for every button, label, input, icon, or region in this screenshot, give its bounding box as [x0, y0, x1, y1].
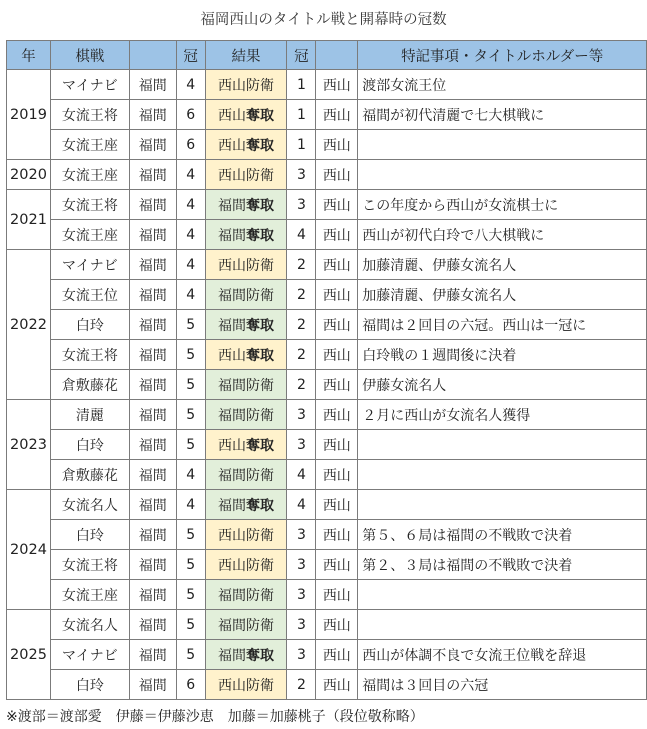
result-cell: [205, 310, 287, 340]
player2-cell: 西山: [316, 550, 358, 580]
header-player1: [129, 41, 176, 70]
player2-cell: 西山: [316, 370, 358, 400]
kisen-cell: 女流王位: [50, 280, 129, 310]
player1-cell: 福間: [129, 610, 176, 640]
result-player: 西山: [218, 557, 247, 574]
titles-before-cell: 5: [176, 580, 205, 610]
player1-cell: 福間: [129, 370, 176, 400]
notes-cell: 白玲戦の１週間後に決着: [358, 340, 647, 370]
result-cell: [205, 280, 287, 310]
table-row: [7, 130, 647, 160]
notes-cell: [358, 130, 647, 160]
result-action: 防衛: [246, 677, 275, 694]
notes-cell: この年度から西山が女流棋士に: [358, 190, 647, 220]
result-cell: [205, 250, 287, 280]
result-cell: [205, 220, 287, 250]
notes-cell: 第５、６局は福間の不戦敗で決着: [358, 520, 647, 550]
notes-cell: 西山が体調不良で女流王位戦を辞退: [358, 640, 647, 670]
kisen-cell: 女流王座: [50, 220, 129, 250]
player2-cell: 西山: [316, 130, 358, 160]
header-result: 結果: [205, 41, 287, 70]
titles-before-cell: 5: [176, 640, 205, 670]
result-cell: [205, 460, 287, 490]
result-action: 防衛: [246, 377, 275, 394]
result-player: 西山: [218, 677, 247, 694]
notes-cell: [358, 580, 647, 610]
table-row: [7, 640, 647, 670]
year-cell: 2019: [7, 70, 51, 160]
result-action: 奪取: [246, 347, 275, 364]
notes-cell: 加藤清麗、伊藤女流名人: [358, 250, 647, 280]
result-action: 防衛: [246, 257, 275, 274]
kisen-cell: 女流名人: [50, 610, 129, 640]
kisen-cell: 女流王座: [50, 580, 129, 610]
result-cell: [205, 640, 287, 670]
result-action: 奪取: [246, 227, 275, 244]
result-action: 防衛: [246, 77, 275, 94]
result-player: 福間: [218, 407, 247, 424]
result-action: 防衛: [246, 557, 275, 574]
player1-cell: 福間: [129, 70, 176, 100]
result-player: 福間: [218, 227, 247, 244]
year-cell: 2023: [7, 400, 51, 490]
kisen-cell: 女流名人: [50, 490, 129, 520]
header-year: 年: [7, 41, 51, 70]
player1-cell: 福間: [129, 190, 176, 220]
result-cell: [205, 400, 287, 430]
table-row: [7, 580, 647, 610]
header-kisen: 棋戦: [50, 41, 129, 70]
titles-after-cell: 3: [287, 640, 316, 670]
notes-cell: [358, 610, 647, 640]
header-row: [7, 41, 647, 70]
header-player2: [316, 41, 358, 70]
player2-cell: 西山: [316, 520, 358, 550]
result-cell: [205, 490, 287, 520]
table-row: [7, 370, 647, 400]
player2-cell: 西山: [316, 460, 358, 490]
table-row: [7, 250, 647, 280]
notes-cell: 福間が初代清麗で七大棋戦に: [358, 100, 647, 130]
result-cell: [205, 580, 287, 610]
titles-before-cell: 4: [176, 250, 205, 280]
result-action: 防衛: [246, 617, 275, 634]
titles-after-cell: 2: [287, 370, 316, 400]
result-action: 奪取: [246, 197, 275, 214]
result-player: 西山: [218, 137, 247, 154]
notes-cell: 西山が初代白玲で八大棋戦に: [358, 220, 647, 250]
player1-cell: 福間: [129, 310, 176, 340]
kisen-cell: 女流王将: [50, 190, 129, 220]
notes-cell: [358, 160, 647, 190]
titles-after-cell: 3: [287, 610, 316, 640]
player1-cell: 福間: [129, 640, 176, 670]
table-row: [7, 310, 647, 340]
result-action: 奪取: [246, 437, 275, 454]
kisen-cell: 白玲: [50, 670, 129, 700]
player1-cell: 福間: [129, 580, 176, 610]
kisen-cell: 女流王座: [50, 160, 129, 190]
player1-cell: 福間: [129, 130, 176, 160]
player1-cell: 福間: [129, 430, 176, 460]
result-cell: [205, 370, 287, 400]
notes-cell: 第２、３局は福間の不戦敗で決着: [358, 550, 647, 580]
result-player: 福間: [218, 617, 247, 634]
kisen-cell: 倉敷藤花: [50, 370, 129, 400]
notes-cell: 福間は３回目の六冠: [358, 670, 647, 700]
titles-after-cell: 4: [287, 220, 316, 250]
result-action: 奪取: [246, 317, 275, 334]
titles-after-cell: 1: [287, 70, 316, 100]
player2-cell: 西山: [316, 280, 358, 310]
result-cell: [205, 160, 287, 190]
player2-cell: 西山: [316, 160, 358, 190]
kisen-cell: 白玲: [50, 430, 129, 460]
result-action: 防衛: [246, 587, 275, 604]
titles-after-cell: 2: [287, 670, 316, 700]
result-player: 西山: [218, 167, 247, 184]
notes-cell: 福間は２回目の六冠。西山は一冠に: [358, 310, 647, 340]
table-row: [7, 100, 647, 130]
player2-cell: 西山: [316, 610, 358, 640]
kisen-cell: マイナビ: [50, 250, 129, 280]
result-cell: [205, 670, 287, 700]
player1-cell: 福間: [129, 100, 176, 130]
titles-after-cell: 2: [287, 280, 316, 310]
result-player: 西山: [218, 437, 247, 454]
result-cell: [205, 190, 287, 220]
year-cell: 2022: [7, 250, 51, 400]
titles-after-cell: 3: [287, 520, 316, 550]
player1-cell: 福間: [129, 340, 176, 370]
player2-cell: 西山: [316, 670, 358, 700]
player2-cell: 西山: [316, 250, 358, 280]
kisen-cell: 白玲: [50, 310, 129, 340]
player2-cell: 西山: [316, 430, 358, 460]
table-row: [7, 430, 647, 460]
result-action: 奪取: [246, 137, 275, 154]
result-action: 奪取: [246, 497, 275, 514]
titles-after-cell: 3: [287, 550, 316, 580]
result-player: 福間: [218, 497, 247, 514]
result-action: 奪取: [246, 107, 275, 124]
header-notes: 特記事項・タイトルホルダー等: [358, 41, 647, 70]
kisen-cell: 倉敷藤花: [50, 460, 129, 490]
player1-cell: 福間: [129, 460, 176, 490]
titles-before-cell: 4: [176, 220, 205, 250]
result-action: 防衛: [246, 287, 275, 304]
result-cell: [205, 610, 287, 640]
table-row: [7, 340, 647, 370]
titles-after-cell: 3: [287, 190, 316, 220]
titles-before-cell: 4: [176, 280, 205, 310]
notes-cell: 加藤清麗、伊藤女流名人: [358, 280, 647, 310]
result-player: 福間: [218, 317, 247, 334]
table-row: [7, 460, 647, 490]
player1-cell: 福間: [129, 280, 176, 310]
table-row: [7, 220, 647, 250]
titles-before-cell: 4: [176, 160, 205, 190]
titles-after-cell: 3: [287, 430, 316, 460]
table-row: [7, 550, 647, 580]
titles-after-cell: 3: [287, 160, 316, 190]
notes-cell: [358, 430, 647, 460]
result-action: 奪取: [246, 647, 275, 664]
player2-cell: 西山: [316, 340, 358, 370]
kisen-cell: 女流王座: [50, 130, 129, 160]
result-cell: [205, 340, 287, 370]
titles-after-cell: 2: [287, 250, 316, 280]
titles-after-cell: 3: [287, 400, 316, 430]
notes-cell: ２月に西山が女流名人獲得: [358, 400, 647, 430]
result-player: 福間: [218, 287, 247, 304]
titles-before-cell: 6: [176, 130, 205, 160]
notes-cell: [358, 490, 647, 520]
result-player: 西山: [218, 107, 247, 124]
table-title: 福岡西山のタイトル戦と開幕時の冠数: [200, 12, 447, 28]
year-cell: 2025: [7, 610, 51, 700]
player1-cell: 福間: [129, 400, 176, 430]
player2-cell: 西山: [316, 640, 358, 670]
player2-cell: 西山: [316, 490, 358, 520]
table-row: [7, 70, 647, 100]
titles-before-cell: 6: [176, 670, 205, 700]
titles-before-cell: 5: [176, 340, 205, 370]
player2-cell: 西山: [316, 100, 358, 130]
result-cell: [205, 70, 287, 100]
notes-cell: [358, 460, 647, 490]
result-cell: [205, 130, 287, 160]
titles-after-cell: 1: [287, 100, 316, 130]
result-player: 西山: [218, 527, 247, 544]
result-player: 西山: [218, 257, 247, 274]
header-titles-after: 冠: [287, 41, 316, 70]
header-titles-before: 冠: [176, 41, 205, 70]
titles-before-cell: 5: [176, 610, 205, 640]
table-row: [7, 610, 647, 640]
result-player: 西山: [218, 347, 247, 364]
titles-before-cell: 5: [176, 310, 205, 340]
result-player: 福間: [218, 197, 247, 214]
year-cell: 2020: [7, 160, 51, 190]
result-player: 福間: [218, 587, 247, 604]
titles-after-cell: 2: [287, 340, 316, 370]
title-match-table: [6, 40, 647, 700]
titles-after-cell: 2: [287, 310, 316, 340]
titles-before-cell: 4: [176, 190, 205, 220]
kisen-cell: 女流王将: [50, 550, 129, 580]
titles-before-cell: 5: [176, 370, 205, 400]
kisen-cell: 女流王将: [50, 340, 129, 370]
notes-cell: 渡部女流王位: [358, 70, 647, 100]
table-row: [7, 400, 647, 430]
titles-before-cell: 5: [176, 550, 205, 580]
kisen-cell: 清麗: [50, 400, 129, 430]
table-row: [7, 280, 647, 310]
table-row: [7, 520, 647, 550]
player1-cell: 福間: [129, 670, 176, 700]
titles-before-cell: 5: [176, 430, 205, 460]
titles-before-cell: 4: [176, 70, 205, 100]
result-action: 防衛: [246, 467, 275, 484]
titles-after-cell: 1: [287, 130, 316, 160]
result-player: 福間: [218, 647, 247, 664]
kisen-cell: マイナビ: [50, 640, 129, 670]
result-action: 防衛: [246, 167, 275, 184]
player1-cell: 福間: [129, 550, 176, 580]
footnote: ※渡部＝渡部愛 伊藤＝伊藤沙恵 加藤＝加藤桃子（段位敬称略）: [6, 709, 424, 725]
player1-cell: 福間: [129, 490, 176, 520]
year-cell: 2021: [7, 190, 51, 250]
result-player: 西山: [218, 77, 247, 94]
result-player: 福間: [218, 467, 247, 484]
player2-cell: 西山: [316, 310, 358, 340]
player1-cell: 福間: [129, 160, 176, 190]
year-cell: 2024: [7, 490, 51, 610]
result-action: 防衛: [246, 527, 275, 544]
titles-after-cell: 4: [287, 460, 316, 490]
player2-cell: 西山: [316, 70, 358, 100]
player1-cell: 福間: [129, 220, 176, 250]
titles-after-cell: 4: [287, 490, 316, 520]
titles-after-cell: 3: [287, 580, 316, 610]
player1-cell: 福間: [129, 520, 176, 550]
result-action: 防衛: [246, 407, 275, 424]
result-cell: [205, 520, 287, 550]
titles-before-cell: 4: [176, 490, 205, 520]
titles-before-cell: 6: [176, 100, 205, 130]
result-cell: [205, 550, 287, 580]
result-player: 福間: [218, 377, 247, 394]
player1-cell: 福間: [129, 250, 176, 280]
notes-cell: 伊藤女流名人: [358, 370, 647, 400]
result-cell: [205, 430, 287, 460]
player2-cell: 西山: [316, 580, 358, 610]
player2-cell: 西山: [316, 400, 358, 430]
titles-before-cell: 4: [176, 460, 205, 490]
kisen-cell: 女流王将: [50, 100, 129, 130]
titles-before-cell: 5: [176, 520, 205, 550]
table-row: [7, 670, 647, 700]
table-row: [7, 490, 647, 520]
player2-cell: 西山: [316, 220, 358, 250]
titles-before-cell: 5: [176, 400, 205, 430]
kisen-cell: マイナビ: [50, 70, 129, 100]
table-row: [7, 160, 647, 190]
table-row: [7, 190, 647, 220]
kisen-cell: 白玲: [50, 520, 129, 550]
player2-cell: 西山: [316, 190, 358, 220]
result-cell: [205, 100, 287, 130]
